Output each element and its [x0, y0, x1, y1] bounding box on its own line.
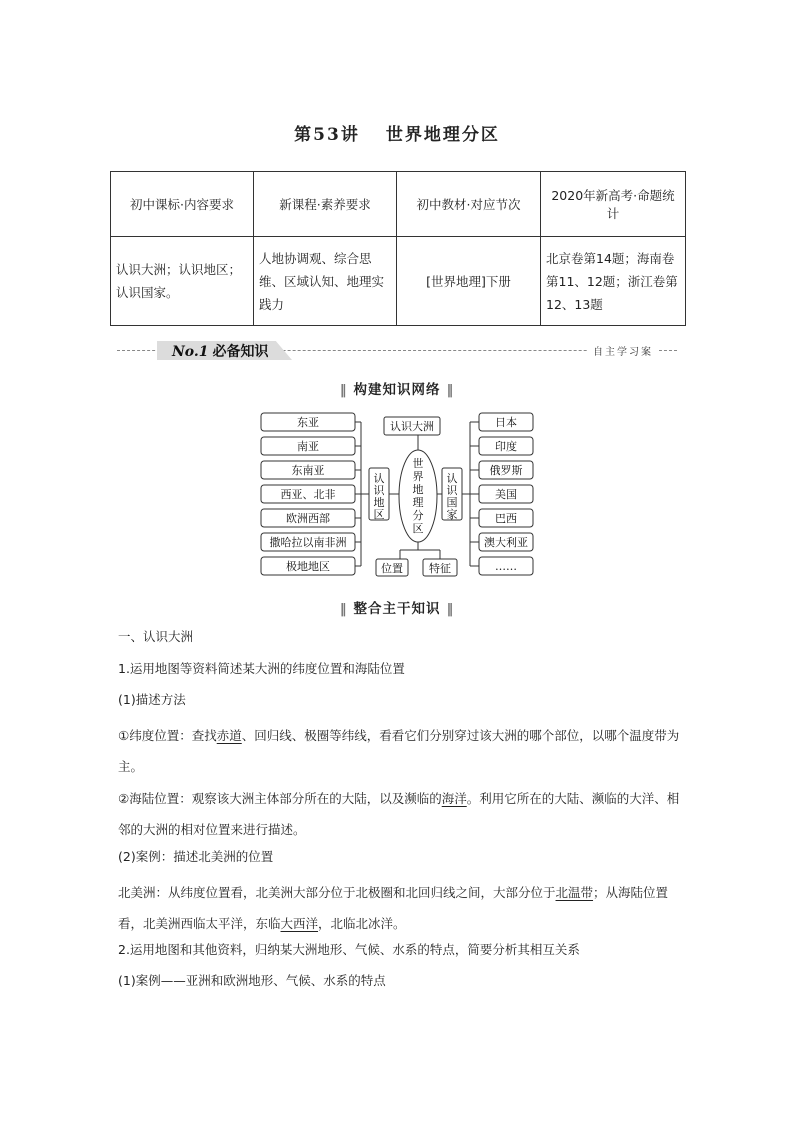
text-run: 。利用它所在的大陆、濒临的大洋、相邻的大洲的相对位置来进行描述。: [118, 791, 680, 837]
section-bar: [117, 340, 677, 360]
paragraph: 1.运用地图等资料简述某大洲的纬度位置和海陆位置: [118, 661, 405, 676]
table-header-cell: 初中课标·内容要求: [111, 172, 254, 237]
table-cell: 人地协调观、综合思维、区域认知、地理实践力: [254, 237, 397, 326]
section-right-label: 自主学习案: [587, 343, 659, 358]
lesson-number: 第53讲: [294, 125, 360, 145]
country-label: ……: [495, 560, 517, 573]
region-label: 撒哈拉以南非洲: [269, 536, 347, 549]
table-header-row: [111, 172, 686, 237]
underlined-answer: 大西洋: [280, 916, 319, 931]
region-label: 东南亚: [291, 464, 325, 477]
underlined-answer: 赤道: [216, 728, 242, 743]
curriculum-table: [110, 171, 686, 326]
section-number: No.1: [172, 344, 209, 360]
text-run: ①纬度位置：查找: [118, 728, 217, 743]
paragraph: [118, 877, 683, 939]
bottom-node-label: 特征: [429, 562, 451, 575]
paragraph: (1)案例——亚洲和欧洲地形、气候、水系的特点: [118, 973, 386, 988]
region-label: 极地地区: [286, 560, 330, 573]
section-label: 必备知识: [212, 344, 269, 360]
paragraph: [118, 720, 683, 782]
country-label: 美国: [495, 488, 517, 501]
region-label: 西亚、北非: [280, 488, 336, 501]
region-label: 欧洲西部: [286, 512, 330, 525]
region-label: 东亚: [297, 416, 319, 429]
knowledge-network-diagram: [255, 410, 545, 582]
country-label: 澳大利亚: [484, 536, 528, 549]
paragraph: (1)描述方法: [118, 692, 186, 707]
table-cell: 认识大洲；认识地区；认识国家。: [111, 237, 254, 326]
text-run: 北美洲：从纬度位置看，北美洲大部分位于北极圈和北回归线之间，大部分位于: [118, 885, 556, 900]
text-run: ；从海陆位置看，北美洲西临太平洋，东临: [118, 885, 669, 931]
underlined-answer: 北温带: [555, 885, 594, 900]
text-run: ，北临北冰洋。: [318, 916, 406, 931]
center-node-label: 世界地理分区: [412, 457, 424, 535]
country-label: 日本: [495, 416, 517, 429]
subhead-text: 整合主干知识: [353, 601, 441, 617]
section-tag: [172, 341, 269, 361]
underlined-answer: 海洋: [441, 791, 467, 806]
text-run: ②海陆位置：观察该大洲主体部分所在的大陆，以及濒临的: [118, 791, 442, 806]
table-cell: [世界地理]下册: [397, 237, 541, 326]
paragraph: 2.运用地图和其他资料，归纳某大洲地形、气候、水系的特点，简要分析其相互关系: [118, 942, 580, 957]
table-cell: 北京卷第14题；海南卷第11、12题；浙江卷第12、13题: [541, 237, 686, 326]
subhead-text: 构建知识网络: [353, 382, 441, 398]
subhead-core-knowledge: ‖ 整合主干知识 ‖: [339, 601, 455, 617]
country-label: 印度: [495, 440, 517, 453]
paragraph: [118, 783, 683, 845]
table-row: [111, 237, 686, 326]
country-label: 俄罗斯: [489, 464, 523, 477]
table-header-cell: 初中教材·对应节次: [397, 172, 541, 237]
top-node-label: 认识大洲: [390, 420, 434, 433]
text-run: 、回归线、极圈等纬线，看看它们分别穿过该大洲的哪个部位，以哪个温度带为主。: [118, 728, 680, 774]
country-label: 巴西: [495, 512, 517, 525]
region-label: 南亚: [297, 440, 319, 453]
page-title: [0, 120, 794, 145]
heading-continents: 一、认识大洲: [118, 629, 194, 644]
lesson-topic: 世界地理分区: [385, 125, 500, 145]
bottom-node-label: 位置: [381, 562, 403, 575]
subhead-knowledge-network: ‖ 构建知识网络 ‖: [339, 382, 455, 398]
table-header-cell: 2020年新高考·命题统计: [541, 172, 686, 237]
paragraph: (2)案例：描述北美洲的位置: [118, 849, 274, 864]
right-node-label: 认识国家: [446, 472, 458, 521]
table-header-cell: 新课程·素养要求: [254, 172, 397, 237]
left-node-label: 认识地区: [373, 472, 385, 521]
